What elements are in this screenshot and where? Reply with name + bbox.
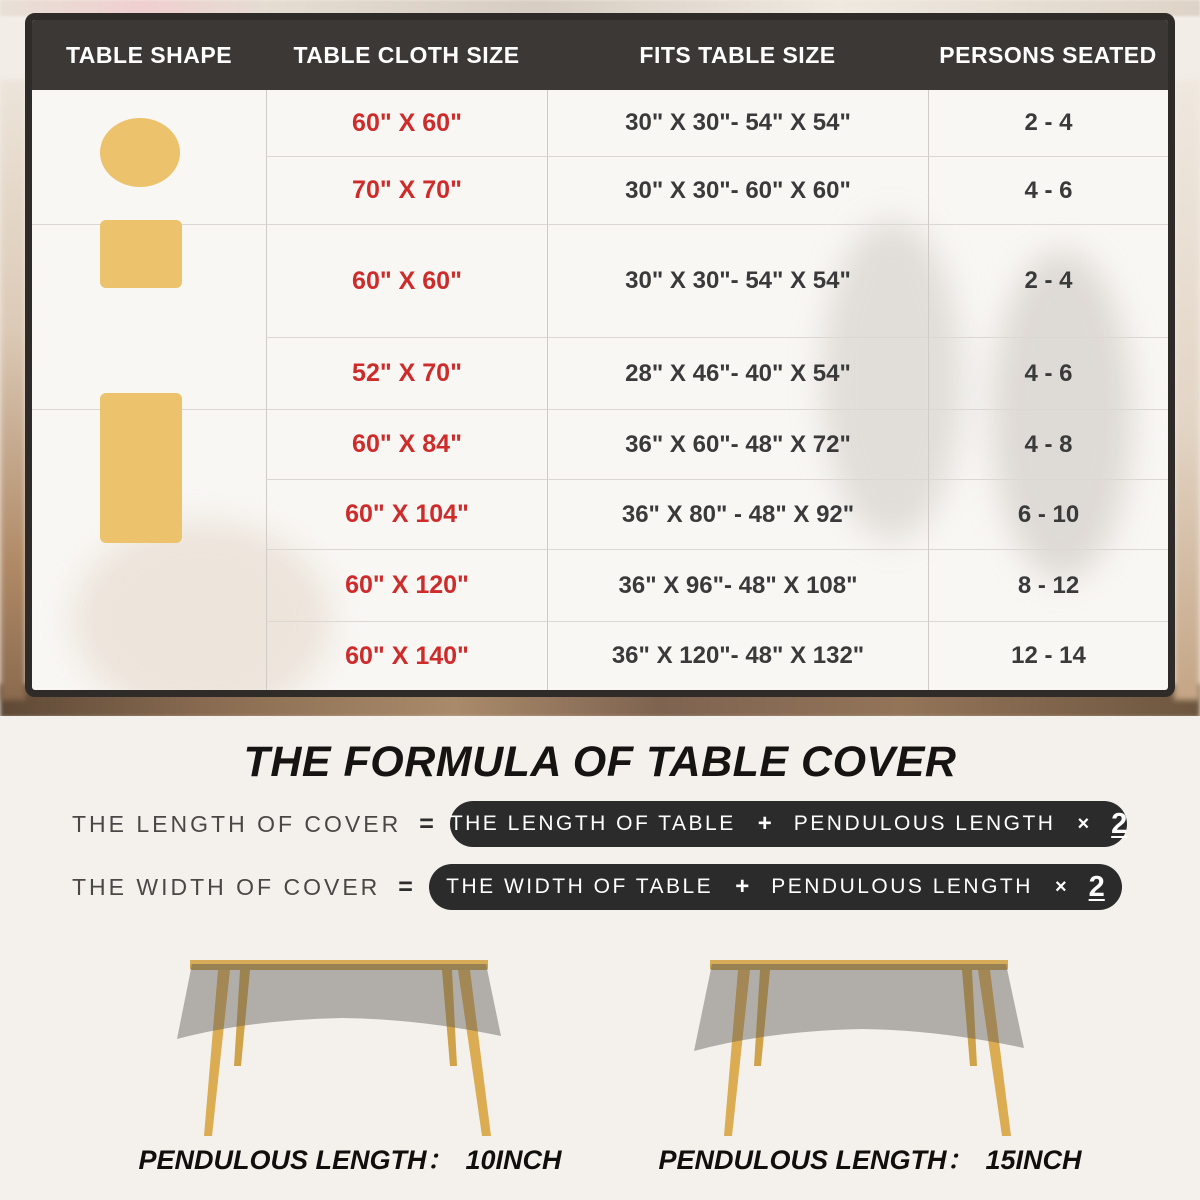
pendulous-length-caption-value: 15INCH [985, 1145, 1082, 1175]
persons-value: 4 - 6 [928, 157, 1168, 225]
cloth-size-value: 60" X 140" [266, 622, 547, 690]
background-photo-left [0, 80, 26, 700]
pendulous-length-label: PENDULOUS LENGTH [793, 812, 1056, 835]
width-of-cover-label: THE WIDTH OF COVER [72, 873, 381, 900]
multiply-sign: × [1054, 875, 1067, 898]
table-row [32, 225, 1168, 338]
fits-size-value: 30" X 30"- 60" X 60" [547, 157, 928, 225]
column-header-cloth-size: TABLE CLOTH SIZE [293, 41, 520, 68]
tablecloth-overlay [694, 964, 1024, 1051]
factor-two: 2 [1111, 807, 1128, 840]
persons-value: 4 - 6 [928, 338, 1168, 410]
cloth-size-value: 60" X 60" [266, 90, 547, 157]
cloth-size-value: 60" X 84" [266, 410, 547, 480]
formula-title: THE FORMULA OF TABLE COVER [243, 738, 957, 786]
square-table-shape-icon [100, 220, 182, 288]
fits-size-value: 36" X 120"- 48" X 132" [547, 622, 928, 690]
formula-section [0, 716, 1200, 1200]
table-row [32, 480, 1168, 550]
table-row [32, 338, 1168, 410]
table-row [32, 157, 1168, 225]
multiply-sign: × [1077, 812, 1090, 835]
plus-sign: + [735, 873, 750, 900]
size-chart-card [25, 13, 1175, 697]
length-of-table-label: THE LENGTH OF TABLE [449, 812, 736, 835]
formula-row-length [0, 801, 1200, 847]
persons-value: 12 - 14 [928, 622, 1168, 690]
table-row [32, 410, 1168, 480]
pendulous-length-label: PENDULOUS LENGTH [771, 875, 1033, 898]
round-table-shape-icon [100, 118, 180, 187]
pendulous-length-caption-value: 10INCH [465, 1145, 562, 1175]
persons-value: 6 - 10 [928, 480, 1168, 550]
formula-rows [0, 801, 1200, 910]
persons-value: 2 - 4 [928, 225, 1168, 338]
cloth-size-value: 60" X 60" [266, 225, 547, 338]
width-of-table-label: THE WIDTH OF TABLE [446, 875, 714, 898]
column-header-fits-table: FITS TABLE SIZE [639, 41, 836, 68]
fits-size-value: 36" X 96"- 48" X 108" [547, 550, 928, 622]
fits-size-value: 36" X 80" - 48" X 92" [547, 480, 928, 550]
rectangle-table-shape-icon [100, 393, 182, 543]
table-row [32, 622, 1168, 690]
equals-sign: = [398, 872, 413, 901]
fits-size-value: 30" X 30"- 54" X 54" [547, 225, 928, 338]
length-of-cover-label: THE LENGTH OF COVER [72, 810, 402, 837]
background-photo-right [1174, 80, 1200, 700]
factor-two: 2 [1088, 870, 1105, 903]
persons-value: 4 - 8 [928, 410, 1168, 480]
persons-value: 2 - 4 [928, 90, 1168, 157]
width-formula-pill [429, 864, 1122, 910]
pendulous-caption-10inch [120, 1138, 580, 1177]
persons-value: 8 - 12 [928, 550, 1168, 622]
equals-sign: = [419, 809, 434, 838]
plus-sign: + [757, 810, 772, 837]
formula-row-width [0, 864, 1200, 910]
pendulous-caption-15inch [640, 1138, 1100, 1177]
fits-size-value: 28" X 46"- 40" X 54" [547, 338, 928, 410]
cloth-size-value: 70" X 70" [266, 157, 547, 225]
length-formula-pill [450, 801, 1128, 847]
column-header-table-shape: TABLE SHAPE [65, 41, 233, 68]
fits-size-value: 36" X 60"- 48" X 72" [547, 410, 928, 480]
cloth-size-value: 60" X 120" [266, 550, 547, 622]
table-row [32, 90, 1168, 157]
cloth-size-value: 60" X 104" [266, 480, 547, 550]
column-header-persons-seated: PERSONS SEATED [939, 41, 1157, 68]
table-illustration-10inch [120, 940, 580, 1140]
table-row [32, 550, 1168, 622]
pendulous-length-caption-label: PENDULOUS LENGTH： [658, 1145, 974, 1175]
size-chart-body [32, 90, 1168, 690]
pendulous-length-caption-label: PENDULOUS LENGTH： [138, 1145, 454, 1175]
size-chart-header [32, 20, 1168, 90]
cloth-size-value: 52" X 70" [266, 338, 547, 410]
fits-size-value: 30" X 30"- 54" X 54" [547, 90, 928, 157]
table-illustration-15inch [640, 940, 1100, 1140]
